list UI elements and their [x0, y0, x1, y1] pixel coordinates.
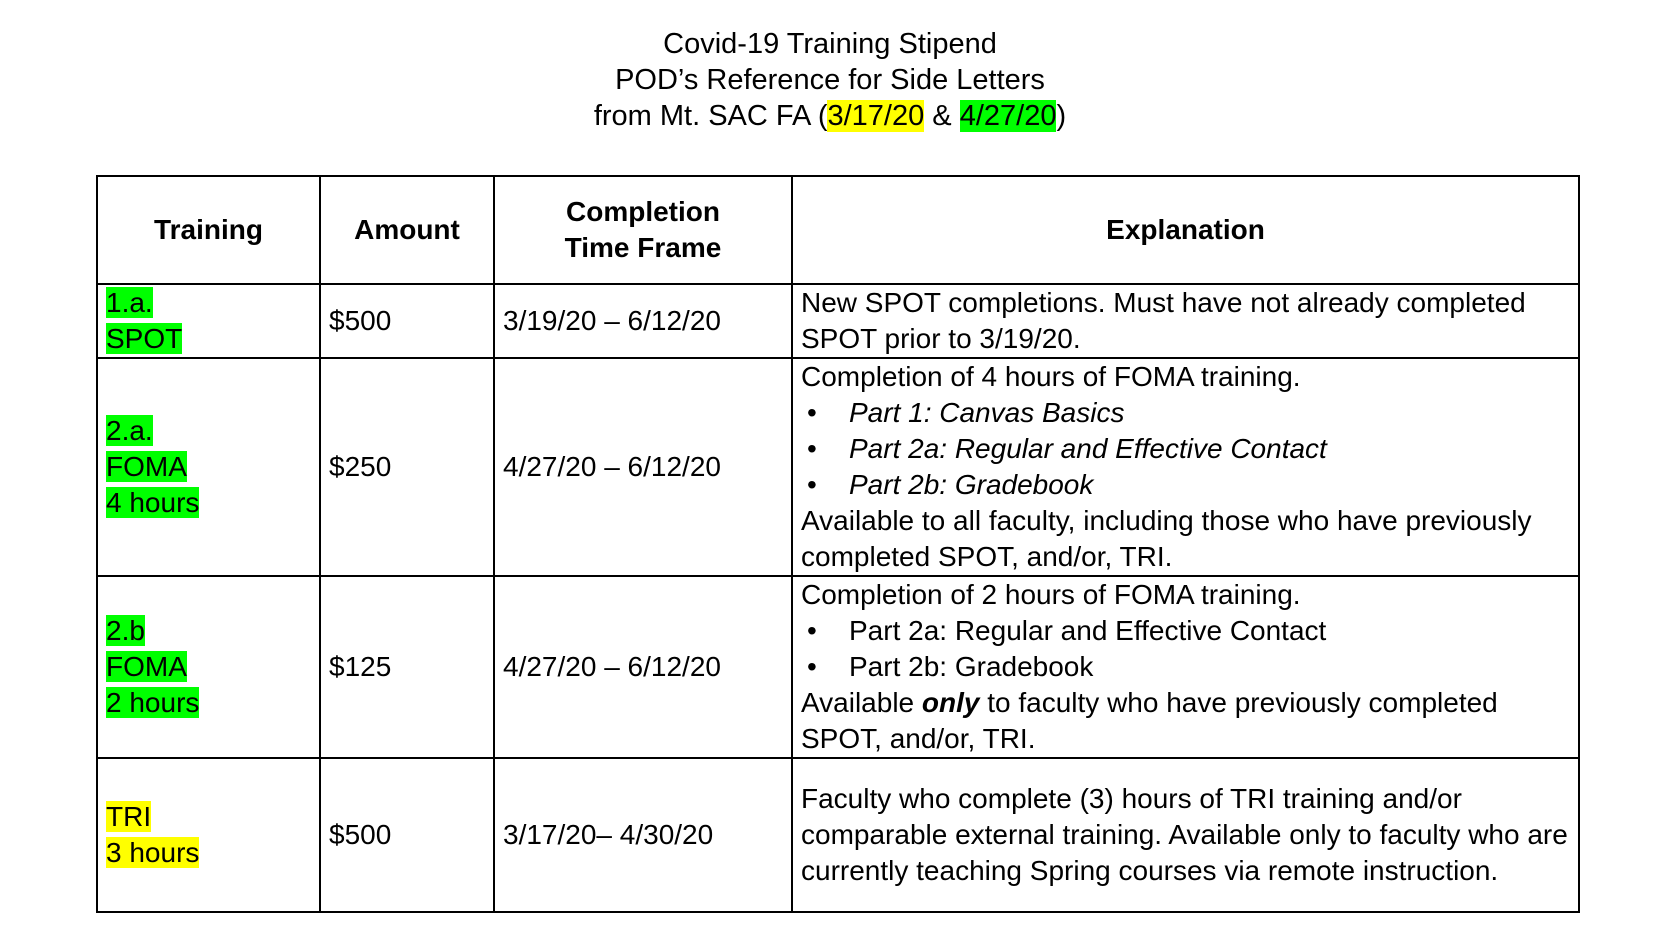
list-item-text: Part 2b: Gradebook [849, 469, 1094, 500]
outro-post: to faculty who have previously completed SPOT, and/or, TRI. [801, 687, 1498, 754]
training-cell [97, 358, 320, 576]
bullet-icon: • [807, 615, 817, 646]
list-item-text: Part 2a: Regular and Effective Contact [849, 433, 1327, 464]
list-item-text: Part 1: Canvas Basics [849, 397, 1125, 428]
training-label: TRI [106, 801, 152, 832]
training-label: 1.a. [106, 287, 153, 318]
list-item-text: Part 2b: Gradebook [849, 651, 1094, 682]
title-amp: & [924, 100, 960, 132]
time-frame-cell: 3/19/20 – 6/12/20 [494, 284, 792, 358]
title-line-3-suffix: ) [1056, 100, 1067, 132]
table-row [97, 284, 1579, 358]
header-explanation: Explanation [792, 176, 1579, 284]
amount-cell: $125 [320, 576, 494, 758]
outro-emphasis: only [921, 687, 980, 718]
explanation-cell [792, 358, 1579, 576]
title-line-3 [0, 98, 1660, 134]
explanation-cell [792, 576, 1579, 758]
title-line-1: Covid-19 Training Stipend [663, 28, 997, 60]
list-item [801, 395, 1570, 431]
amount-cell: $250 [320, 358, 494, 576]
amount-cell: $500 [320, 758, 494, 912]
time-frame-cell: 4/27/20 – 6/12/20 [494, 358, 792, 576]
list-item [801, 649, 1570, 685]
title-date-1: 3/17/20 [827, 100, 925, 132]
time-frame-cell: 3/17/20– 4/30/20 [494, 758, 792, 912]
explanation-list [801, 395, 1570, 503]
explanation-outro: Available to all faculty, including those who have previously completed SPOT, and/or, TRI. [801, 505, 1532, 572]
training-label: 4 hours [106, 487, 200, 518]
training-label: FOMA [106, 451, 187, 482]
list-item [801, 431, 1570, 467]
table-row [97, 576, 1579, 758]
bullet-icon: • [807, 651, 817, 682]
header-amount: Amount [320, 176, 494, 284]
training-cell [97, 576, 320, 758]
training-label: FOMA [106, 651, 187, 682]
header-time-frame [494, 176, 792, 284]
bullet-icon: • [807, 433, 817, 464]
bullet-icon: • [807, 397, 817, 428]
title-line-3-prefix: from Mt. SAC FA ( [593, 100, 828, 132]
training-cell [97, 284, 320, 358]
training-label: SPOT [106, 323, 183, 354]
training-label: 2.a. [106, 415, 153, 446]
time-frame-cell: 4/27/20 – 6/12/20 [494, 576, 792, 758]
table-row [97, 358, 1579, 576]
list-item [801, 467, 1570, 503]
header-training: Training [97, 176, 320, 284]
training-label: 2 hours [106, 687, 200, 718]
document-title [0, 26, 1660, 134]
explanation-text: New SPOT completions. Must have not already completed SPOT prior to 3/19/20. [801, 287, 1526, 354]
list-item-text: Part 2a: Regular and Effective Contact [849, 615, 1327, 646]
stipend-table [96, 175, 1580, 913]
explanation-cell [792, 758, 1579, 912]
amount-cell: $500 [320, 284, 494, 358]
bullet-icon: • [807, 469, 817, 500]
title-date-2: 4/27/20 [959, 100, 1057, 132]
outro-pre: Available [801, 687, 922, 718]
table-header-row [97, 176, 1579, 284]
training-label: 3 hours [106, 837, 200, 868]
explanation-intro: Completion of 2 hours of FOMA training. [801, 579, 1301, 610]
explanation-outro [801, 685, 1570, 757]
explanation-cell [792, 284, 1579, 358]
explanation-list [801, 613, 1570, 685]
title-line-2: POD’s Reference for Side Letters [615, 64, 1045, 96]
training-cell [97, 758, 320, 912]
header-time-line-1: Completion [566, 196, 720, 227]
explanation-intro: Completion of 4 hours of FOMA training. [801, 361, 1301, 392]
explanation-text: Faculty who complete (3) hours of TRI training and/or comparable external training. Available only to faculty who are currently teaching Spring courses via remote instruction. [801, 783, 1568, 886]
training-label: 2.b [106, 615, 145, 646]
table-row [97, 758, 1579, 912]
header-time-line-2: Time Frame [564, 232, 722, 263]
list-item [801, 613, 1570, 649]
